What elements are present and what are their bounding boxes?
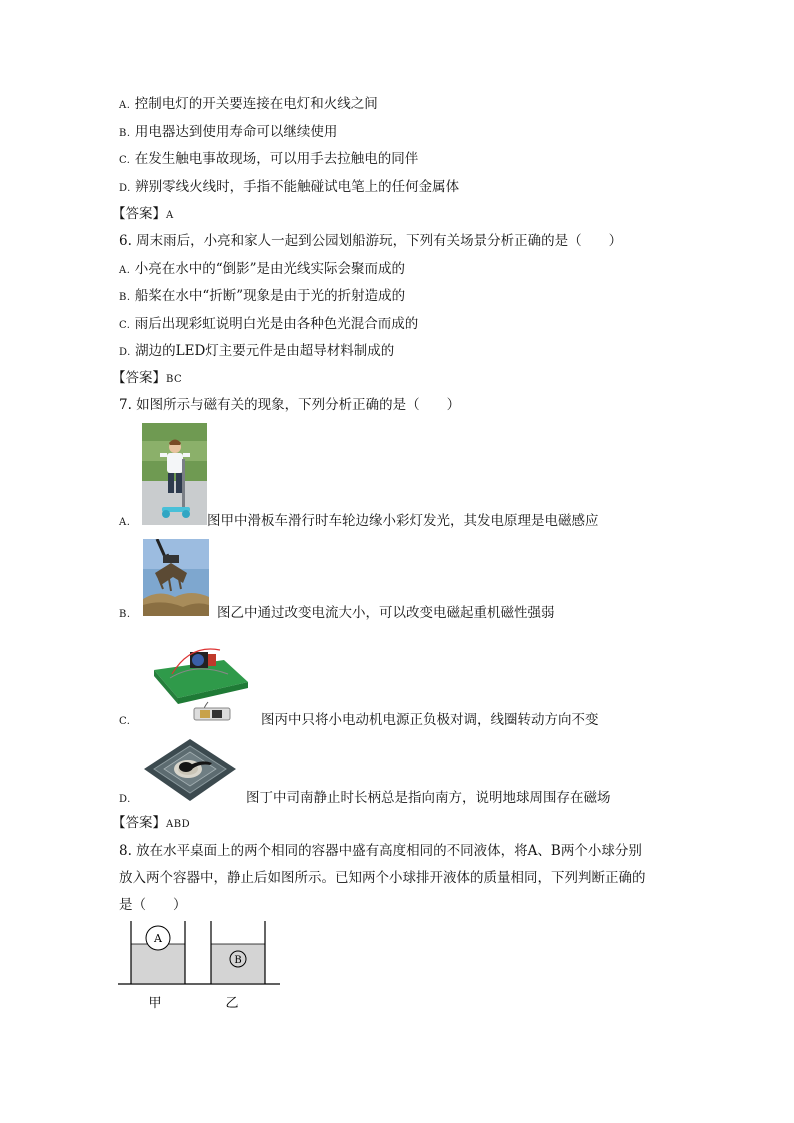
q6-stem: 6. 周末雨后，小亮和家人一起到公园划船游玩，下列有关场景分析正确的是（ ） (119, 233, 623, 249)
motor-photo (150, 632, 252, 724)
q6-option-b-text: 船桨在水中“折断”现象是由于光的折射造成的 (134, 288, 406, 304)
q6-answer (112, 369, 182, 389)
answer-label: 【答案】 (112, 206, 166, 222)
q7-option-d: D. (119, 794, 131, 805)
q7-answer (112, 814, 190, 834)
q7-option-d-text: 图丁中司南静止时长柄总是指向南方，说明地球周围存在磁场 (246, 790, 611, 806)
q5-option-b: B. 用电器达到使用寿命可以继续使用 (119, 124, 338, 140)
q7-option-a-text: 图甲中滑板车滑行时车轮边缘小彩灯发光，其发电原理是电磁感应 (207, 513, 599, 529)
answer-value: ABD (166, 819, 191, 830)
sinan-photo (140, 735, 240, 805)
q5-option-d-text: 辨别零线火线时，手指不能触碰试电笔上的任何金属体 (135, 179, 460, 195)
q8-stem-line2: 放入两个容器中，静止后如图所示。已知两个小球排开液体的质量相同，下列判断正确的 (119, 870, 646, 886)
q7-option-b-text: 图乙中通过改变电流大小，可以改变电磁起重机磁性强弱 (217, 605, 555, 621)
answer-value: BC (166, 374, 183, 385)
ball-a-label: A (154, 932, 162, 945)
q5-option-a: A. 控制电灯的开关要连接在电灯和火线之间 (119, 96, 378, 112)
q6-option-d: D. 湖边的LED灯主要元件是由超导材料制成的 (119, 343, 395, 359)
q7-option-c: C. (119, 716, 131, 727)
answer-value: A (166, 210, 174, 221)
q5-option-a-text: 控制电灯的开关要连接在电灯和火线之间 (134, 96, 378, 112)
q6-option-d-text: 湖边的LED灯主要元件是由超导材料制成的 (135, 343, 395, 359)
q5-option-b-text: 用电器达到使用寿命可以继续使用 (134, 124, 338, 140)
q7-stem: 7. 如图所示与磁有关的现象，下列分析正确的是（ ） (119, 397, 461, 413)
q5-option-c-text: 在发生触电事故现场，可以用手去拉触电的同伴 (134, 151, 419, 167)
q5-option-d: D. 辨别零线火线时，手指不能触碰试电笔上的任何金属体 (119, 179, 460, 195)
q8-stem-line1: 8. 放在水平桌面上的两个相同的容器中盛有高度相同的不同液体，将A、B两个小球分别 (119, 843, 642, 859)
q7-option-b: B. (119, 609, 131, 620)
q6-option-b: B. 船桨在水中“折断”现象是由于光的折射造成的 (119, 288, 406, 304)
ball-b-label: B (234, 955, 242, 966)
q7-option-a: A. (119, 517, 131, 528)
label-right: 乙 (225, 996, 239, 1011)
q6-option-c: C. 雨后出现彩虹说明白光是由各种色光混合而成的 (119, 316, 419, 332)
q6-option-a: A. 小亮在水中的“倒影”是由光线实际会聚而成的 (119, 261, 406, 277)
q7-option-c-text: 图丙中只将小电动机电源正负极对调，线圈转动方向不变 (261, 712, 599, 728)
q5-option-c: C. 在发生触电事故现场，可以用手去拉触电的同伴 (119, 151, 419, 167)
q8-stem-line3: 是（ ） (119, 897, 187, 913)
answer-label: 【答案】 (112, 370, 166, 386)
crane-photo (143, 539, 209, 616)
answer-label: 【答案】 (112, 815, 166, 831)
q5-answer (112, 205, 174, 225)
label-left: 甲 (148, 996, 162, 1011)
scooter-photo (142, 423, 207, 525)
containers-figure (118, 918, 283, 1013)
q6-option-a-text: 小亮在水中的“倒影”是由光线实际会聚而成的 (134, 261, 406, 277)
q6-option-c-text: 雨后出现彩虹说明白光是由各种色光混合而成的 (134, 316, 419, 332)
